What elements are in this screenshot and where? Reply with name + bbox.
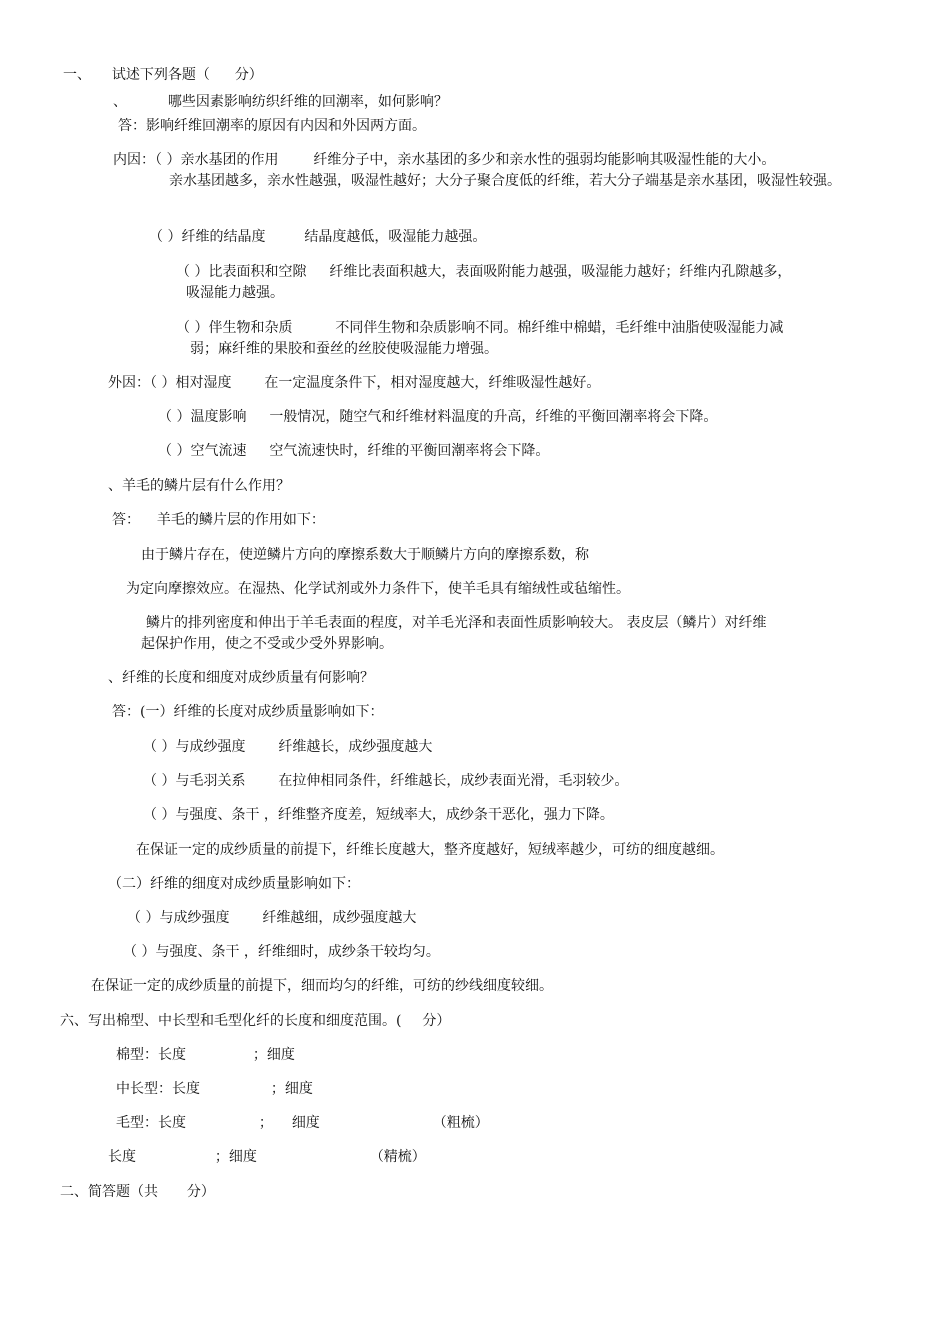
- answer-2-paragraph-1-cont: 为定向摩擦效应。在湿热、化学试剂或外力条件下，使羊毛具有缩绒性或毡缩性。: [126, 581, 630, 597]
- question-3: 、纤维的长度和细度对成纱质量有何影响？: [108, 670, 374, 686]
- factor-heading: （ ）相对湿度: [150, 375, 232, 391]
- mid-length-type-row: [116, 1079, 313, 1099]
- item-heading: （ ）与毛羽关系: [143, 773, 246, 789]
- cotton-type-row: [116, 1045, 295, 1065]
- outer-factor-1: [108, 373, 600, 393]
- outer-factors-label: 外因：: [108, 375, 150, 391]
- outer-factor-2: [158, 407, 717, 427]
- item-text: 纤维越长，成纱强度越大: [278, 739, 433, 755]
- factor-heading: （ ）比表面积和空隙: [176, 264, 307, 280]
- fineness-label: ；细度: [270, 1081, 313, 1097]
- length-summary: 在保证一定的成纱质量的前提下，纤维长度越大，整齐度越好，短绒率越少，可纺的细度越细。: [136, 842, 724, 858]
- factor-heading: （ ）亲水基团的作用: [155, 152, 279, 168]
- length-item-3: （ ）与强度、条干 ，纤维整齐度差，短绒率大，成纱条干恶化，强力下降。: [143, 807, 614, 823]
- item-heading: （ ）与成纱强度: [143, 739, 246, 755]
- section-title: 试述下列各题（: [111, 67, 210, 83]
- fineness-summary: 在保证一定的成纱质量的前提下，细而均匀的纤维，可纺的纱线细度较细。: [91, 978, 553, 994]
- separator: ；: [258, 1115, 273, 1131]
- fineness-title: （二）纤维的细度对成纱质量影响如下：: [108, 876, 360, 892]
- fineness-label: ；细度: [214, 1149, 257, 1165]
- outer-factor-3: [158, 441, 549, 461]
- section-score: 分）: [186, 1184, 215, 1200]
- wool-type-row-carded: [116, 1113, 489, 1133]
- fineness-label: ；细度: [252, 1047, 295, 1063]
- answer-1-intro: 答：影响纤维回潮率的原因有内因和外因两方面。: [118, 118, 426, 134]
- section-title: 六、写出棉型、中长型和毛型化纤的长度和细度范围。(: [60, 1013, 402, 1029]
- question-text: 哪些因素影响纺织纤维的回潮率，如何影响？: [167, 94, 448, 110]
- section-title: 二、简答题（共: [60, 1184, 158, 1200]
- length-item-1: [143, 737, 432, 757]
- inner-factor-2: [149, 227, 486, 247]
- wool-type-row-combed: [108, 1147, 426, 1167]
- inner-factor-4: [176, 318, 783, 338]
- factor-text: 结晶度越低，吸湿能力越强。: [304, 229, 487, 245]
- factor-text: 一般情况，随空气和纤维材料温度的升高，纤维的平衡回潮率将会下降。: [269, 409, 718, 425]
- inner-factors-label: 内因：: [113, 152, 155, 168]
- section-score: 分）: [234, 67, 263, 83]
- factor-text: 不同伴生物和杂质影响不同。棉纤维中棉蜡，毛纤维中油脂使吸湿能力减: [335, 320, 784, 336]
- carded-note: （粗梳）: [432, 1115, 489, 1131]
- factor-heading: （ ）伴生物和杂质: [176, 320, 293, 336]
- item-text: 纤维越细，成纱强度越大: [262, 910, 417, 926]
- length-item-2: [143, 771, 628, 791]
- answer-2-intro: [112, 510, 325, 530]
- section-score: 分）: [422, 1013, 451, 1029]
- factor-heading: （ ）温度影响: [158, 409, 247, 425]
- factor-text: 纤维分子中，亲水基团的多少和亲水性的强弱均能影响其吸湿性能的大小。: [313, 152, 776, 168]
- item-heading: （ ）与成纱强度: [127, 910, 230, 926]
- answer-label: 答：: [112, 512, 140, 528]
- item-text: 在拉伸相同条件，纤维越长，成纱表面光滑，毛羽较少。: [278, 773, 629, 789]
- inner-factor-1: [113, 150, 775, 170]
- answer-3-intro: 答：(一）纤维的长度对成纱质量影响如下：: [112, 704, 384, 720]
- answer-2-paragraph-2: 鳞片的排列密度和伸出于羊毛表面的程度，对羊毛光泽和表面性质影响较大。 表皮层（鳞片）对纤维: [146, 615, 767, 631]
- fineness-item-2: （ ）与强度、条干 ，纤维细时，成纱条干较均匀。: [123, 944, 440, 960]
- question-2: 、羊毛的鳞片层有什么作用？: [108, 478, 290, 494]
- question-number: 、: [113, 94, 127, 110]
- combed-note: （精梳）: [369, 1149, 426, 1165]
- factor-text-cont: 弱；麻纤维的果胶和蚕丝的丝胶使吸湿能力增强。: [190, 341, 498, 357]
- fineness-label: 细度: [291, 1115, 320, 1131]
- factor-text-cont: 亲水基团越多，亲水性越强，吸湿性越好；大分子聚合度低的纤维，若大分子端基是亲水基团，吸湿性较强。: [169, 173, 841, 189]
- factor-text-cont: 吸湿能力越强。: [186, 285, 284, 301]
- factor-text: 空气流速快时，纤维的平衡回潮率将会下降。: [269, 443, 550, 459]
- factor-heading: （ ）空气流速: [158, 443, 247, 459]
- factor-heading: （ ）纤维的结晶度: [149, 229, 266, 245]
- answer-text: 羊毛的鳞片层的作用如下：: [156, 512, 325, 528]
- length-label: 棉型：长度: [116, 1047, 186, 1063]
- section-2-heading: [60, 1182, 215, 1202]
- answer-2-paragraph-1: 由于鳞片存在，使逆鳞片方向的摩擦系数大于顺鳞片方向的摩擦系数，称: [141, 547, 589, 563]
- length-label: 长度: [108, 1149, 136, 1165]
- factor-text: 纤维比表面积越大，表面吸附能力越强，吸湿能力越好；纤维内孔隙越多，: [329, 264, 792, 280]
- section-1-heading: [63, 65, 263, 85]
- length-label: 毛型：长度: [116, 1115, 186, 1131]
- inner-factor-3: [176, 262, 791, 282]
- length-label: 中长型：长度: [116, 1081, 200, 1097]
- section-6-heading: [60, 1011, 450, 1031]
- answer-2-paragraph-2-cont: 起保护作用，使之不受或少受外界影响。: [141, 636, 393, 652]
- fineness-item-1: [127, 908, 416, 928]
- factor-text: 在一定温度条件下，相对湿度越大，纤维吸湿性越好。: [264, 375, 601, 391]
- question-1: [113, 92, 448, 112]
- section-number: 一、: [63, 67, 91, 83]
